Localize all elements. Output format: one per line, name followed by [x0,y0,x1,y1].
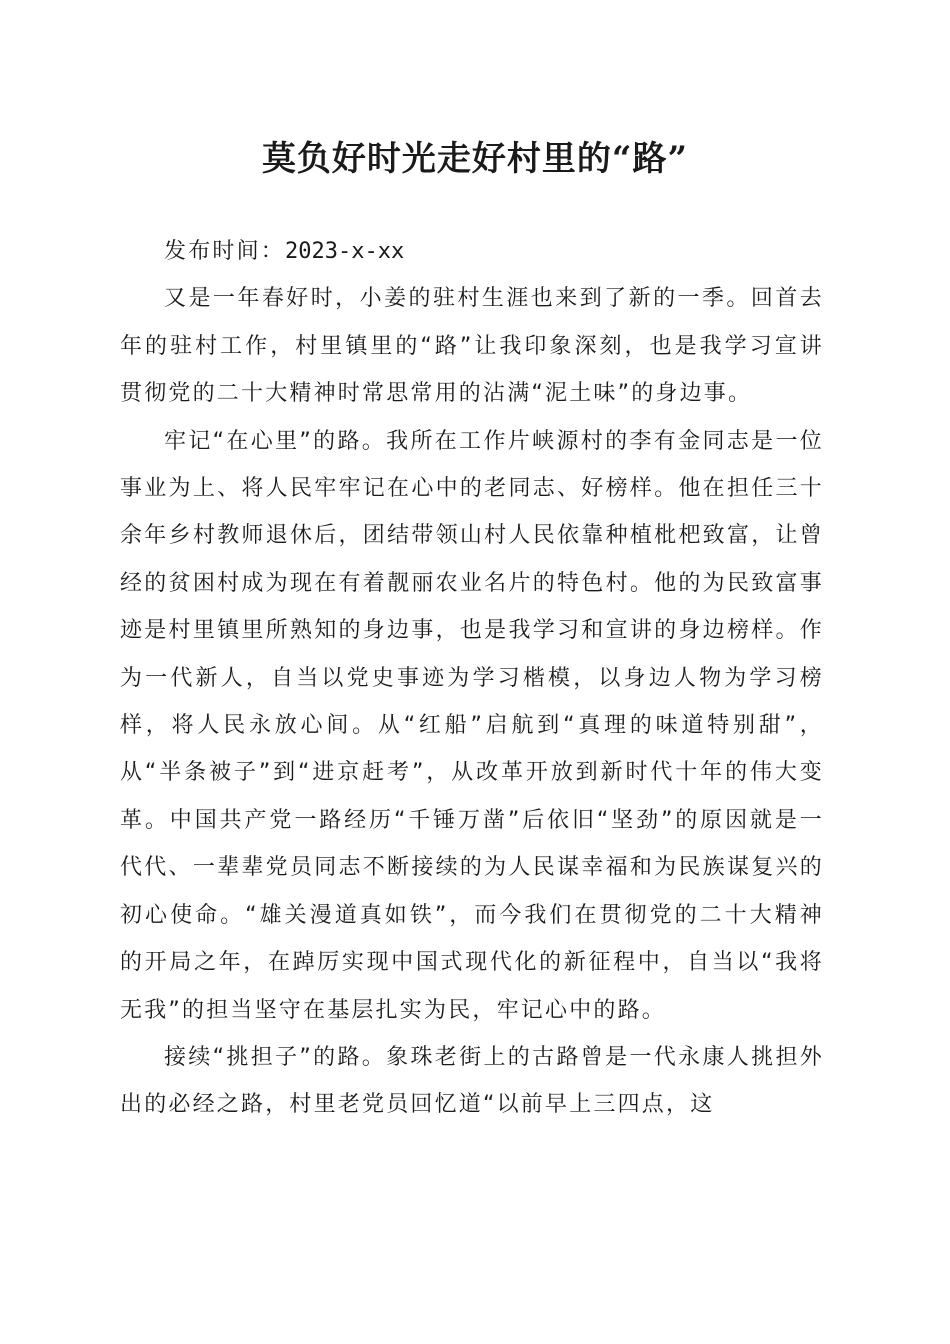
paragraph-burden-road: 接续“挑担子”的路。象珠老街上的古路曾是一代永康人挑担外出的必经之路，村里老党员回忆道“以前早上三四点，这 [120,1044,824,1118]
paragraph-heart-road: 牢记“在心里”的路。我所在工作片峡源村的李有金同志是一位事业为上、将人民牢牢记在心中的老同志、好榜样。他在担任三十余年乡村教师退休后，团结带领山村人民依靠种植枇杷致富，让曾经的贫困村成为现在有着靓丽农业名片的特色村。他的为民致富事迹是村里镇里所熟知的身边事，也是我学习和宣讲的身边榜样。作为一代新人，自当以党史事迹为学习楷模，以身边人物为学习榜样，将人民永放心间。从“红船”启航到“真理的味道特别甜”，从“半条被子”到“进京赶考”，从改革开放到新时代十年的伟大变革。中国共产党一路经历“千锤万凿”后依旧“坚劲”的原因就是一代代、一辈辈党员同志不断接续的为人民谋幸福和为民族谋复兴的初心使命。“雄关漫道真如铁”，而今我们在贯彻党的二十大精神的开局之年，在踔厉实现中国式现代化的新征程中，自当以“我将无我”的担当坚守在基层扎实为民，牢记心中的路。 [120,428,824,1023]
document-title: 莫负好时光走好村里的“路” [261,139,689,179]
publish-date-line [120,228,824,275]
document-body [120,228,824,1129]
paragraph-intro: 又是一年春好时，小姜的驻村生涯也来到了新的一季。回首去年的驻村工作，村里镇里的“路”让我印象深刻，也是我学习宣讲贯彻党的二十大精神时常思常用的沾满“泥土味”的身边事。 [120,286,824,407]
publish-date: 2023-x-xx [285,239,405,264]
publish-label: 发布时间： [164,239,286,264]
